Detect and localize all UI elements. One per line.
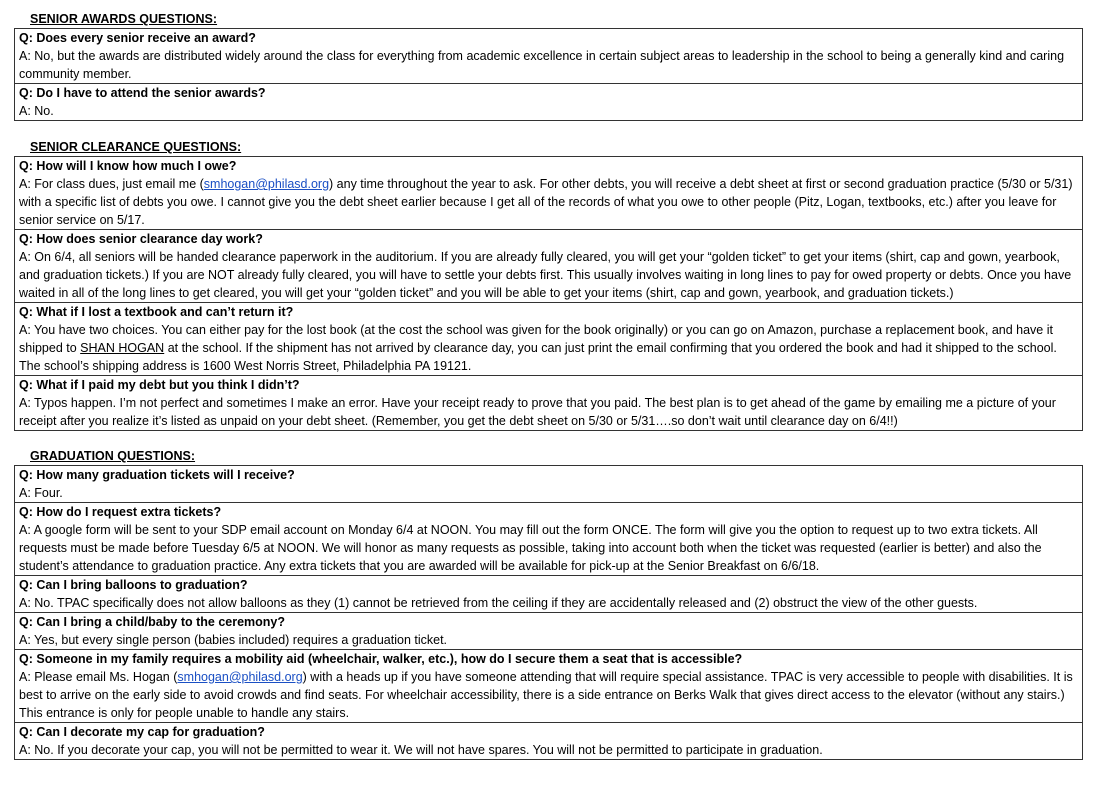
qa-row <box>15 157 1083 230</box>
qa-row <box>15 613 1083 650</box>
question-text: Q: How do I request extra tickets? <box>19 505 222 519</box>
answer-text: A: Typos happen. I’m not perfect and sometimes I make an error. Have your receipt ready to prove that you paid. The best plan is to get ahead of the game by emailing me a picture of your receipt after you realize it’s listed as unpaid on your debt sheet. (Remember, you get the debt sheet on 5/30 or 5/31….so don’t wait until clearance day on 6/4!!) <box>19 396 1056 428</box>
qa-row <box>15 466 1083 503</box>
answer-text: A: On 6/4, all seniors will be handed clearance paperwork in the auditorium. If you are already fully cleared, you will get your “golden ticket” to get your items (shirt, cap and gown, yearbook, and graduation tickets.) If you are NOT already fully cleared, you will have to settle your debts first. This usually involves waiting in long lines to pay for owed property or debts. Once you have waited in all of the long lines to get cleared, you will get your “golden ticket” and you will be able to get your items (shirt, cap and gown, yearbook, and graduation tickets.) <box>19 250 1072 300</box>
section-title-graduation: GRADUATION QUESTIONS: <box>30 449 196 463</box>
qa-table-graduation <box>14 465 1083 760</box>
qa-row <box>15 503 1083 576</box>
section-title-senior-clearance: SENIOR CLEARANCE QUESTIONS: <box>30 140 242 154</box>
qa-row <box>15 29 1083 84</box>
qa-row <box>15 84 1083 121</box>
answer-text: A: Please email Ms. Hogan (smhogan@philasd.org) with a heads up if you have someone attending that will require special assistance. TPAC is very accessible to people with disabilities. It is best to arrive on the early side to avoid crowds and find seats. For wheelchair accessibility, there is a side entrance on Berks Walk that gives direct access to the elevator (without any stairs.) This entrance is only for people unable to handle any stairs. <box>19 670 1073 720</box>
question-text: Q: Does every senior receive an award? <box>19 31 256 45</box>
answer-text: A: Four. <box>19 486 63 500</box>
answer-text: A: You have two choices. You can either pay for the lost book (at the cost the school was given for the book originally) or you can go on Amazon, purchase a replacement book, and have it shipped to SHAN HOGAN at the school. If the shipment has not arrived by clearance day, you can just print the email confirming that you ordered the book and had it shipped to the school. The school’s shipping address is 1600 West Norris Street, Philadelphia PA 19121. <box>19 323 1057 373</box>
qa-table-senior-awards <box>14 28 1083 121</box>
qa-row <box>15 723 1083 760</box>
underlined-name: SHAN HOGAN <box>80 341 165 355</box>
email-link[interactable]: smhogan@philasd.org <box>203 177 330 191</box>
question-text: Q: Can I bring a child/baby to the ceremony? <box>19 615 286 629</box>
qa-row <box>15 230 1083 303</box>
question-text: Q: Can I decorate my cap for graduation? <box>19 725 265 739</box>
question-text: Q: What if I paid my debt but you think I didn’t? <box>19 378 300 392</box>
qa-row <box>15 576 1083 613</box>
question-text: Q: What if I lost a textbook and can’t return it? <box>19 305 294 319</box>
question-text: Q: Someone in my family requires a mobility aid (wheelchair, walker, etc.), how do I secure them a seat that is accessible? <box>19 652 743 666</box>
answer-text: A: No. <box>19 104 54 118</box>
answer-text: A: No. TPAC specifically does not allow balloons as they (1) cannot be retrieved from the ceiling if they are accidentally released and (2) obstruct the view of the other guests. <box>19 596 978 610</box>
answer-text: A: No, but the awards are distributed widely around the class for everything from academic excellence in certain subject areas to leadership in the school to being a generally kind and caring community member. <box>19 49 1065 81</box>
email-link[interactable]: smhogan@philasd.org <box>177 670 303 684</box>
qa-table-senior-clearance <box>14 156 1083 431</box>
question-text: Q: Do I have to attend the senior awards? <box>19 86 266 100</box>
answer-text: A: No. If you decorate your cap, you will not be permitted to wear it. We will not have spares. You will not be permitted to participate in graduation. <box>19 743 823 757</box>
question-text: Q: How will I know how much I owe? <box>19 159 237 173</box>
qa-row <box>15 650 1083 723</box>
question-text: Q: How many graduation tickets will I receive? <box>19 468 295 482</box>
answer-text: A: A google form will be sent to your SDP email account on Monday 6/4 at NOON. You may fill out the form ONCE. The form will give you the option to request up to two extra tickets. All requests must be made before Tuesday 6/5 at NOON. We will honor as many requests as possible, taking into account both when the ticket was requested (earlier is better) and also the student’s attendance to graduation practice. Any extra tickets that you are awarded will be available for pick-up at the Senior Breakfast on 6/6/18. <box>19 523 1042 573</box>
section-title-senior-awards: SENIOR AWARDS QUESTIONS: <box>30 12 218 26</box>
qa-row <box>15 376 1083 431</box>
qa-row <box>15 303 1083 376</box>
question-text: Q: How does senior clearance day work? <box>19 232 263 246</box>
answer-text: A: Yes, but every single person (babies included) requires a graduation ticket. <box>19 633 448 647</box>
answer-text: A: For class dues, just email me (smhogan@philasd.org) any time throughout the year to ask. For other debts, you will receive a debt sheet at first or second graduation practice (5/30 or 5/31) with a specific list of debts you owe. I cannot give you the debt sheet earlier because I get all of the records of what you owe to other people (Pitz, Logan, textbooks, etc.) after you leave for senior service on 5/17. <box>19 177 1073 227</box>
question-text: Q: Can I bring balloons to graduation? <box>19 578 248 592</box>
